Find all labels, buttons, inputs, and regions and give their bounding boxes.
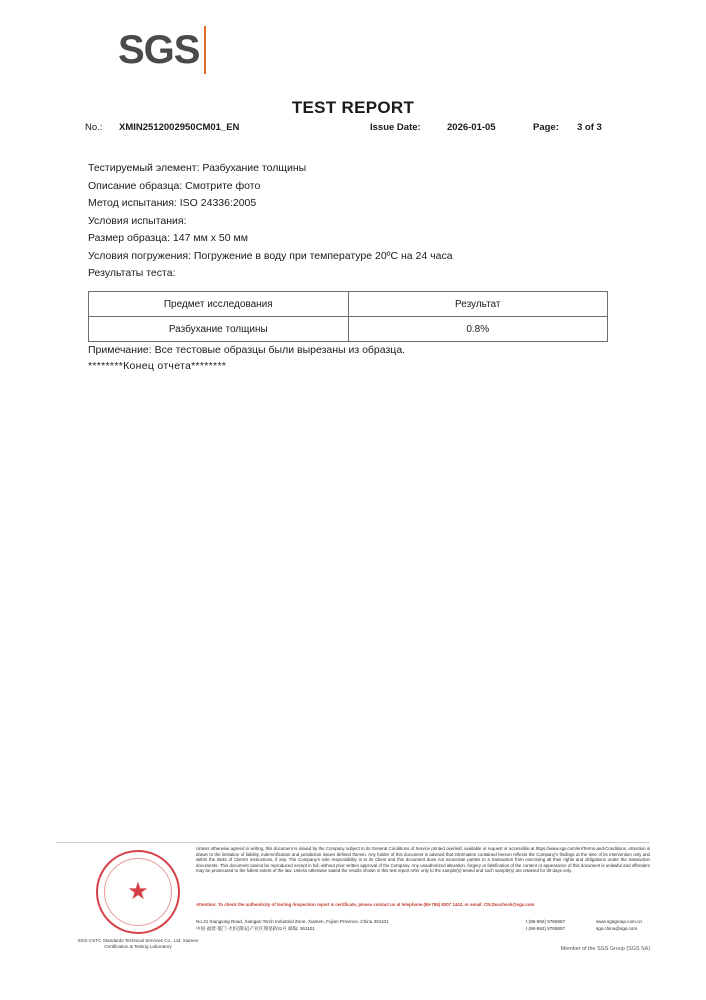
issue-date-value: 2026-01-05 [447,122,496,133]
end-of-report-marker: ********Конец отчета******** [88,360,227,372]
test-item-line: Тестируемый элемент: Разбухание толщины [88,162,307,174]
sgs-logo [118,28,218,74]
test-details-block [88,160,608,283]
test-results-label: Результаты теста: [88,267,176,279]
email-address: sgs.china@sgs.com [596,926,638,931]
address-english: No.31 Xiangxing Road, Xiangan Torch Industrial Zone, Xiamen, Fujian Province, China 361101 [196,919,389,924]
cell-test-result: 0.8% [348,317,608,342]
results-table [88,291,608,342]
column-header-item: Предмет исследования [89,292,349,317]
document-footer [0,842,706,982]
website-url: www.sgsgroup.com.cn [596,919,642,924]
report-number-value: XMIN2512002950CM01_EN [119,122,240,133]
report-number-label: No.: [85,122,103,133]
address-chinese: 中国·福建·厦门·火炬(翔安)产业区翔星路31号 邮编: 361101 [196,926,315,931]
address-row-en [196,918,650,925]
page-number-label: Page: [533,122,559,133]
footer-attention-notice: Attention: To check the authenticity of testing /inspection report & certificate, please contact us at telephone (86-755) 8307 1443, or email: CN.Doccheck@sgs.com [196,902,535,907]
test-method-line: Метод испытания: ISO 24336:2005 [88,197,257,209]
sample-size-line: Размер образца: 147 мм x 50 мм [88,232,248,244]
immersion-conditions-line: Условия погружения: Погружение в воду при температуре 20ºC на 24 часа [88,249,453,262]
address-row-cn [196,925,650,932]
note-text: Примечание: Все тестовые образцы были вырезаны из образца. [88,344,406,356]
sgs-logo-text: SGS [118,28,200,72]
column-header-result: Результат [348,292,608,317]
footer-divider [56,842,650,843]
footer-disclaimer: Unless otherwise agreed in writing, this document is issued by the Company subject to its General Conditions of Service printed overleaf, available or request or accessible at https://www.sgs.com/en/Terms-and-Conditions. Attention is drawn to the limitation of liability, indemnification and jurisdiction issues defined therein. Any holder of this document is advised that information contained hereon reflects the Company's findings at the time of its intervention only and within the limits of Client's instructions, if any. The Company's sole responsibility is to its Client and this document does not exonerate parties to a transaction from exercising all their rights and obligations under the transaction documents. This document cannot be reproduced except in full, without prior written approval of the Company. Any unauthorized alteration, forgery or falsification of the content or appearance of this document is unlawful and offenders may be prosecuted to the fullest extent of the law. Unless otherwise stated the results shown in this test report refer only to the sample(s) tested and such sample(s) are retained for 30 days only. [196,846,650,874]
note-block [88,342,608,374]
telephone-chinese: t (86-592) 5765857 [526,926,566,931]
report-meta [85,122,621,136]
table-header-row [89,292,608,317]
sample-description-line: Описание образца: Смотрите фото [88,179,261,192]
page-number-value: 3 of 3 [577,122,602,133]
cell-test-item: Разбухание толщины [89,317,349,342]
table-row [89,317,608,342]
stamp-caption: SGS-CSTC Standards Technical Services Co., Ltd. Xiamen Certification & Testing Laboratory [77,938,199,949]
page-title: TEST REPORT [291,98,415,117]
footer-address-block [196,918,650,932]
logo-accent-rule [204,26,206,74]
company-stamp-icon [96,850,180,934]
footer-member-note: Member of the SGS Group (SGS SA) [560,946,650,952]
telephone-english: t (86-592) 5765857 [526,919,566,924]
stamp-star-icon: ★ [127,878,149,905]
test-conditions-line: Условия испытания: [88,214,187,227]
issue-date-label: Issue Date: [370,122,421,133]
